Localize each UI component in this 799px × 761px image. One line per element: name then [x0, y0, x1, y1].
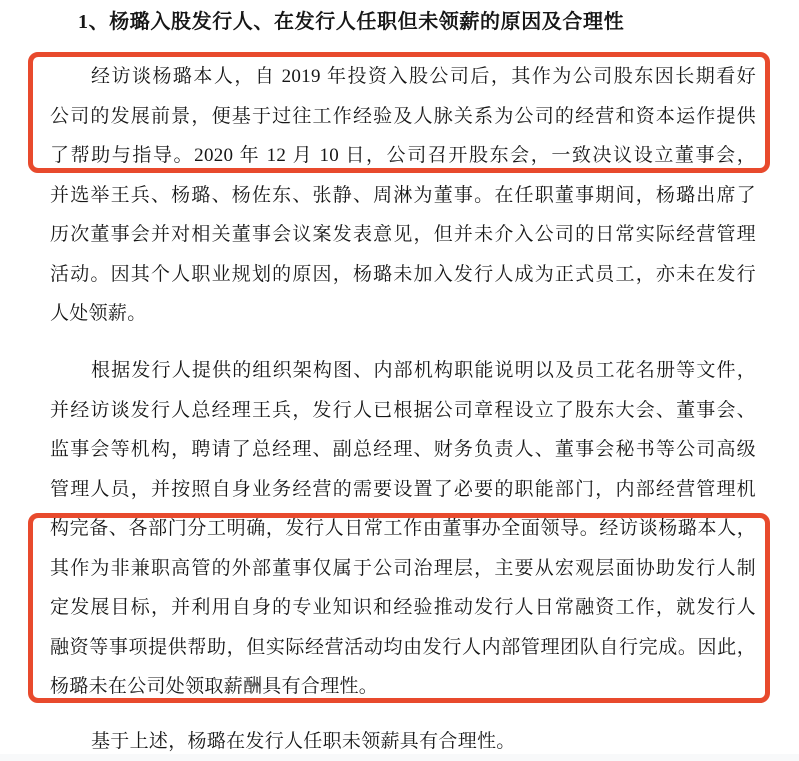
- text-line: 基于上述，杨璐在发行人任职未领薪具有合理性。: [91, 731, 516, 752]
- text-line: 杨璐未在公司处领取薪酬具有合理性。: [50, 676, 379, 697]
- paragraph-1: [50, 57, 756, 334]
- text-line: 并经访谈发行人总经理王兵，发行人已根据公司章程设立了股东大会、董事会、: [50, 399, 756, 421]
- text-line: 定发展目标，并利用自身的专业知识和经验推动发行人日常融资工作，就发行人: [50, 597, 756, 618]
- text-line: 经访谈杨璐本人，自 2019 年投资入股公司后，其作为公司股东因长期看好: [91, 66, 756, 87]
- paragraph-2: [50, 351, 756, 707]
- text-line: 历次董事会并对相关董事会议案发表意见，但并未介入公司的日常实际经营管理: [50, 224, 756, 245]
- text-line: 其作为非兼职高管的外部董事仅属于公司治理层，主要从宏观层面协助发行人制: [50, 557, 756, 579]
- text-line: 公司的发展前景，便基于过往工作经验及人脉关系为公司的经营和资本运作提供: [50, 105, 756, 127]
- text-line: 融资等事项提供帮助，但实际经营活动均由发行人内部管理团队自行完成。因此，: [50, 636, 756, 658]
- text-line: 根据发行人提供的组织架构图、内部机构职能说明以及员工花名册等文件，: [91, 360, 756, 381]
- text-line: 并选举王兵、杨璐、杨佐东、张静、周淋为董事。在任职董事期间，杨璐出席了: [50, 184, 756, 206]
- text-line: 管理人员，并按照自身业务经营的需要设置了必要的职能部门，内部经营管理机: [50, 478, 756, 500]
- text-line: 构完备、各部门分工明确，发行人日常工作由董事办全面领导。经访谈杨璐本人，: [50, 518, 756, 539]
- text-line: 了帮助与指导。2020 年 12 月 10 日，公司召开股东会，一致决议设立董事会，: [50, 145, 756, 166]
- section-heading: 1、杨璐入股发行人、在发行人任职但未领薪的原因及合理性: [78, 11, 625, 33]
- text-line: 监事会等机构，聘请了总经理、副总经理、财务负责人、董事会秘书等公司高级: [50, 439, 756, 460]
- text-line: 人处领薪。: [50, 303, 147, 324]
- page-bottom-strip: [0, 754, 799, 761]
- text-line: 活动。因其个人职业规划的原因，杨璐未加入发行人成为正式员工，亦未在发行: [50, 263, 756, 285]
